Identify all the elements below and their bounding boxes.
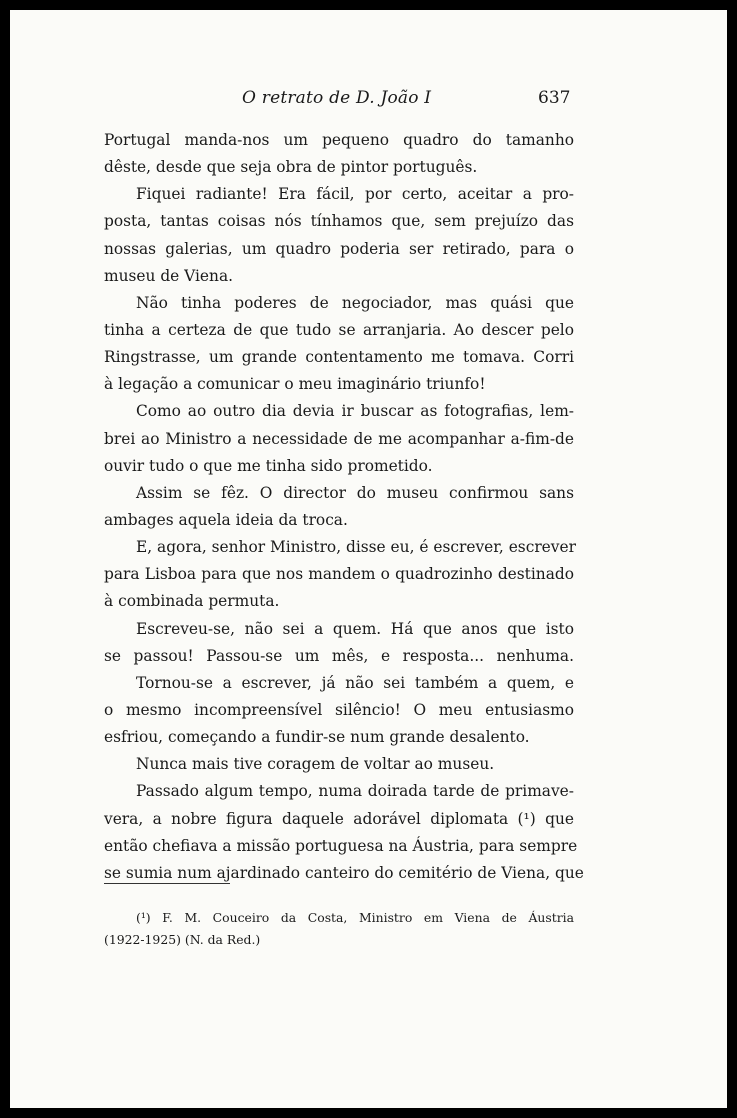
footnote-line: (¹) F. M. Couceiro da Costa, Ministro em Viena de Áustria <box>136 910 574 925</box>
text-line: Como ao outro dia devia ir buscar as fotografias, lem- <box>136 402 574 421</box>
text-line: se passou! Passou-se um mês, e resposta... nenhuma. <box>104 646 574 665</box>
text-line: para Lisboa para que nos mandem o quadrozinho destinado <box>104 565 574 584</box>
text-line: Tornou-se a escrever, já não sei também a quem, e <box>136 673 574 692</box>
text-line: Portugal manda-nos um pequeno quadro do tamanho <box>104 131 574 149</box>
footnotes <box>104 907 574 951</box>
text-line: ouvir tudo o que me tinha sido prometido. <box>104 456 433 475</box>
text-line: Fiquei radiante! Era fácil, por certo, aceitar a pro- <box>136 185 574 204</box>
text-line: Escreveu-se, não sei a quem. Há que anos que isto <box>136 619 574 638</box>
footnote-divider <box>104 883 230 884</box>
text-line: museu de Viena. <box>104 266 234 285</box>
text-line: posta, tantas coisas nós tínhamos que, sem prejuízo das <box>104 212 574 231</box>
text-line: à legação a comunicar o meu imaginário triunfo! <box>104 375 486 394</box>
book-page <box>10 10 727 1108</box>
text-line: brei ao Ministro a necessidade de me acompanhar a-fim-de <box>104 429 574 448</box>
text-line: E, agora, senhor Ministro, disse eu, é escrever, escrever <box>136 538 576 557</box>
text-line: esfriou, começando a fundir-se num grande desalento. <box>104 728 530 747</box>
text-line: tinha a certeza de que tudo se arranjaria. Ao descer pelo <box>104 320 574 339</box>
text-line: Ringstrasse, um grande contentamento me tomava. Corri <box>104 348 574 367</box>
text-line: vera, a nobre figura daquele adorável diplomata (¹) que <box>104 809 574 828</box>
text-line: Não tinha poderes de negociador, mas quási que <box>136 293 574 312</box>
text-line: se sumia num ajardinado canteiro do cemitério de Viena, que <box>104 863 584 882</box>
text-line: à combinada permuta. <box>104 592 280 611</box>
text-line: Passado algum tempo, numa doirada tarde de primave- <box>136 782 574 801</box>
running-title: O retrato de D. João I <box>242 88 432 108</box>
text-line: Nunca mais tive coragem de voltar ao museu. <box>136 755 495 774</box>
text-line: Assim se fêz. O director do museu confirmou sans <box>136 483 574 502</box>
text-line: então chefiava a missão portuguesa na Áustria, para sempre <box>104 836 578 855</box>
text-line: dêste, desde que seja obra de pintor português. <box>104 158 478 177</box>
page-number: 637 <box>538 88 571 108</box>
body-text <box>104 127 584 887</box>
text-line: o mesmo incompreensível silêncio! O meu entusiasmo <box>104 700 574 719</box>
page-header <box>10 88 727 116</box>
text-line: nossas galerias, um quadro poderia ser retirado, para o <box>104 239 574 258</box>
footnote-line: (1922-1925) (N. da Red.) <box>104 932 261 947</box>
text-line: ambages aquela ideia da troca. <box>104 510 348 529</box>
